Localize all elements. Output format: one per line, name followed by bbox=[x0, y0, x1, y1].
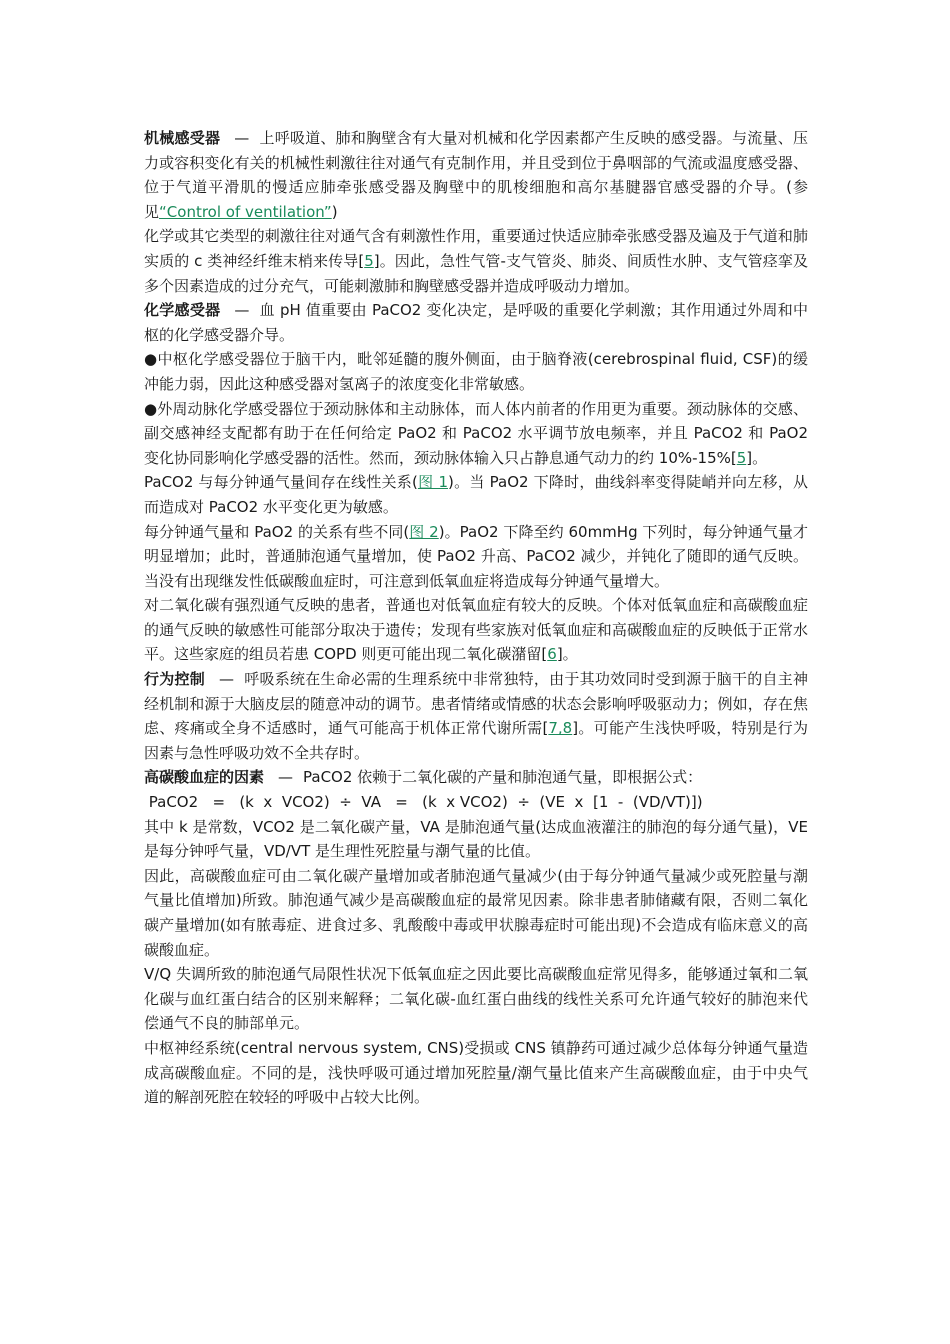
chem-paragraph-genetics bbox=[144, 593, 808, 667]
paragraph-text: 每分钟通气量和 PaO2 的关系有些不同( bbox=[144, 522, 410, 541]
chem-paragraph-pao2 bbox=[144, 520, 808, 594]
link-control-of-ventilation[interactable]: “Control of ventilation” bbox=[159, 202, 332, 221]
hyper-intro-paragraph bbox=[144, 765, 808, 790]
paragraph-text: 血 pH 值重要由 PaCO2 变化决定，是呼吸的重要化学刺激；其作用通过外周和中枢的化学感受器介导。 bbox=[144, 301, 808, 344]
heading-dash: — bbox=[234, 301, 250, 320]
document-body bbox=[144, 126, 808, 1110]
heading-dash: — bbox=[234, 129, 250, 147]
heading-dash: — bbox=[278, 768, 294, 787]
paragraph-text: )。PaO2 下降至约 60mmHg 下列时，每分钟通气量才明显增加；此时，普通肺泡通气量增加，使 PaO2 升高、PaCO2 减少，并钝化了随即的通气反映。当没有出现继发性低碳酸血症时，可注意到低氧血症将造成每分钟通气量增大。 bbox=[144, 522, 808, 590]
chem-paragraph-paco2 bbox=[144, 470, 808, 519]
citation-link-6[interactable]: 6 bbox=[547, 645, 557, 664]
hyper-paragraph-2: 因此，高碳酸血症可由二氧化碳产量增加或者肺泡通气量减少(由于每分钟通气量减少或死腔量与潮气量比值增加)所致。肺泡通气减少是高碳酸血症的最常见因素。除非患者肺储藏有限，否则二氧化碳产量增加(如有脓毒症、进食过多、乳酸酸中毒或甲状腺毒症时可能出现)不会造成有临床意义的高碳酸血症。 bbox=[144, 866, 808, 959]
paragraph-text: 呼吸系统在生命必需的生理系统中非常独特，由于其功效同时受到源于脑干的自主神经机制和源于大脑皮层的随意冲动的调节。患者情绪或情感的状态会影响呼吸驱动力；例如，存在焦虑、疼痛或全身不适感时，通气可能高于机体正常代谢所需[ bbox=[144, 670, 808, 738]
section-heading-mechanoreceptor: 机械感受器 bbox=[144, 129, 221, 147]
chem-bullet-central: ●中枢化学感受器位于脑干内，毗邻延髓的腹外侧面，由于脑脊液(cerebrospinal fluid, CSF)的缓冲能力弱，因此这种感受器对氢离子的浓度变化非常敏感。 bbox=[144, 350, 808, 393]
mech-paragraph-1 bbox=[144, 126, 808, 224]
section-heading-hypercapnia-causes: 高碳酸血症的因素 bbox=[144, 768, 265, 787]
paragraph-text: PaCO2 依赖于二氧化碳的产量和肺泡通气量，即根据公式： bbox=[303, 768, 703, 787]
paragraph-text: ●外周动脉化学感受器位于颈动脉体和主动脉体，而人体内前者的作用更为重要。颈动脉体的交感、副交感神经支配都有助于在任何给定 PaO2 和 PaCO2 水平调节放电频率，并且 PaCO2 和 PaO2 变化协同影响化学感受器的活性。然而，颈动脉体输入只占静息通气动力的约 10%-15%[ bbox=[144, 399, 808, 467]
citation-link-5[interactable]: 5 bbox=[736, 448, 747, 467]
section-heading-behavioral-control: 行为控制 bbox=[144, 670, 205, 689]
hyper-paragraph-4: 中枢神经系统(central nervous system, CNS)受损或 CNS 镇静药可通过减少总体每分钟通气量造成高碳酸血症。不同的是，浅快呼吸可通过增加死腔量/潮气量比值来产生高碳酸血症，由于中央气道的解剖死腔在较轻的呼吸中占较大比例。 bbox=[144, 1038, 808, 1107]
citation-link-7-8[interactable]: 7,8 bbox=[548, 719, 573, 738]
paragraph-text: ]。因此，急性气管-支气管炎、肺炎、间质性水肿、支气管痉挛及多个因素造成的过分充气，可能刺激肺和胸壁感受器并造成呼吸动力增加。 bbox=[144, 251, 808, 295]
paragraph-text: ) bbox=[331, 202, 338, 221]
figure-link-2[interactable]: 图 2 bbox=[409, 522, 439, 541]
paragraph-text: 上呼吸道、肺和胸壁含有大量对机械和化学因素都产生反映的感受器。与流量、压力或容积变化有关的机械性刺激往往对通气有克制作用，并且受到位于鼻咽部的气流或温度感受器、位于气道平滑肌的慢适应肺牵张感受器及胸壁中的肌梭细胞和高尔基腱器官感受器的介导。(参见 bbox=[144, 129, 808, 221]
paragraph-text: PaCO2 与每分钟通气量间存在线性关系( bbox=[144, 473, 418, 492]
section-heading-chemoreceptor: 化学感受器 bbox=[144, 301, 221, 320]
formula-paco2: PaCO2 = (k x VCO2) ÷ VA = (k x VCO2) ÷ (VE x [1 - (VD/VT)]) bbox=[144, 793, 703, 812]
paragraph-text: ]。 bbox=[746, 448, 768, 467]
citation-link-5[interactable]: 5 bbox=[364, 251, 374, 270]
paragraph-text: ]。可能产生浅快呼吸，特别是行为因素与急性呼吸功效不全共存时。 bbox=[144, 719, 808, 762]
hyper-paragraph-1: 其中 k 是常数，VCO2 是二氧化碳产量，VA 是肺泡通气量(达成血液灌注的肺泡的每分通气量)，VE 是每分钟呼气量，VD/VT 是生理性死腔量与潮气量的比值。 bbox=[144, 817, 808, 861]
figure-link-1[interactable]: 图 1 bbox=[417, 473, 448, 492]
chem-bullet-peripheral bbox=[144, 397, 808, 471]
paragraph-text: 化学或其它类型的刺激往往对通气含有刺激性作用，重要通过快适应肺牵张感受器及遍及于气道和肺实质的 c 类神经纤维末梢来传导[ bbox=[144, 227, 808, 270]
heading-dash: — bbox=[218, 670, 234, 689]
behav-paragraph bbox=[144, 667, 808, 765]
paragraph-text: 对二氧化碳有强烈通气反映的患者，普通也对低氧血症有较大的反映。个体对低氧血症和高碳酸血症的通气反映的敏感性可能部分取决于遗传；发现有些家族对低氧血症和高碳酸血症的反映低于正常水平。这些家庭的组员若患 COPD 则更可能出现二氧化碳潴留[ bbox=[144, 596, 808, 664]
hyper-paragraph-3: V/Q 失调所致的肺泡通气局限性状况下低氧血症之因此要比高碳酸血症常见得多，能够通过氧和二氧化碳与血红蛋白结合的区别来解释；二氧化碳-血红蛋白曲线的线性关系可允许通气较好的肺泡来代偿通气不良的肺部单元。 bbox=[144, 965, 808, 1033]
mech-paragraph-2 bbox=[144, 224, 808, 298]
chem-paragraph-1 bbox=[144, 298, 808, 347]
paragraph-text: )。当 PaO2 下降时，曲线斜率变得陡峭并向左移，从而造成对 PaCO2 水平变化更为敏感。 bbox=[144, 473, 809, 516]
paragraph-text: ]。 bbox=[556, 645, 578, 664]
